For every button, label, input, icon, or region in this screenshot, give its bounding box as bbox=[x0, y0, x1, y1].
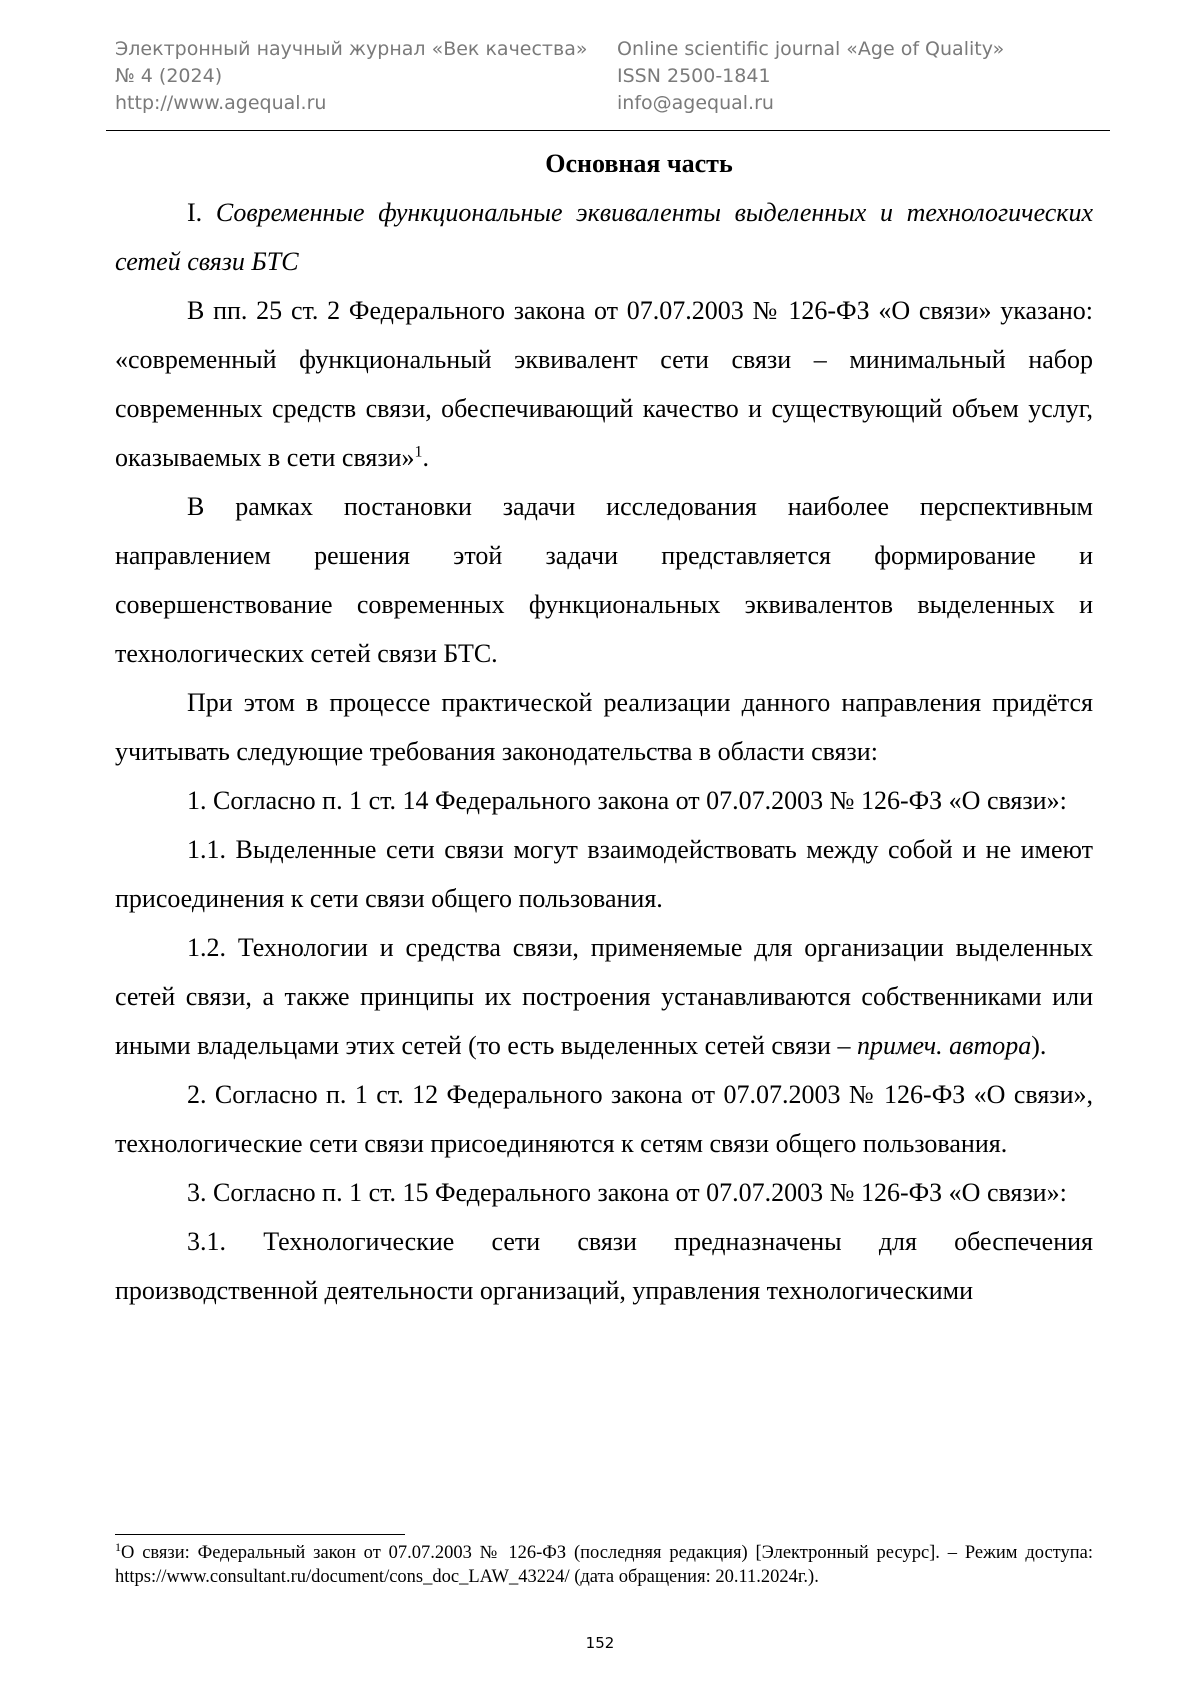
subsection-number: I. bbox=[187, 198, 203, 227]
paragraph: При этом в процессе практической реализации данного направления придётся учитывать следующие требования законодательства в области связи: bbox=[115, 688, 1093, 766]
header-left bbox=[115, 36, 587, 117]
list-item-text: 1.2. Технологии и средства связи, применяемые для организации выделенных сетей связи, а также принципы их построения устанавливаются собственниками или иными владельцами этих сетей (то есть выделенных сетей связи – bbox=[115, 933, 1093, 1060]
paragraph: В рамках постановки задачи исследования наиболее перспективным направлением решения этой задачи представляется формирование и совершенствование современных функциональных эквивалентов выделенных и технологических сетей связи БТС. bbox=[115, 492, 1093, 668]
footnote bbox=[115, 1541, 1093, 1589]
paragraph-end: . bbox=[422, 443, 430, 472]
header-right bbox=[617, 36, 1004, 117]
page-number: 152 bbox=[585, 1634, 615, 1652]
journal-name-en: Online scientific journal «Age of Quality» bbox=[617, 38, 1005, 60]
issn: ISSN 2500-1841 bbox=[617, 65, 771, 87]
journal-email: info@agequal.ru bbox=[617, 92, 774, 114]
paragraph-text: В пп. 25 ст. 2 Федерального закона от 07.07.2003 № 126-ФЗ «О связи» указано: «современный функциональный эквивалент сети связи – минимальный набор современных средств связи, обеспечивающий качество и существующий объем услуг, оказываемых в сети связи» bbox=[115, 296, 1093, 472]
list-item: 3.1. Технологические сети связи предназначены для обеспечения производственной деятельности организаций, управления технологическими bbox=[115, 1227, 1093, 1305]
list-item-end: ). bbox=[1031, 1031, 1047, 1060]
section-title: Основная часть bbox=[545, 149, 733, 178]
list-item: 2. Согласно п. 1 ст. 12 Федерального закона от 07.07.2003 № 126-ФЗ «О связи», технологические сети связи присоединяются к сетям связи общего пользования. bbox=[115, 1080, 1093, 1158]
list-item: 1.1. Выделенные сети связи могут взаимодействовать между собой и не имеют присоединения к сети связи общего пользования. bbox=[115, 835, 1093, 913]
footnote-divider bbox=[115, 1534, 405, 1535]
subsection-heading bbox=[115, 188, 1093, 286]
footnote-marker: 1 bbox=[115, 1539, 121, 1554]
subsection-title: Современные функциональные эквиваленты выделенных и технологических сетей связи БТС bbox=[115, 198, 1094, 276]
running-header bbox=[115, 36, 1110, 131]
list-item bbox=[115, 923, 1093, 1070]
footnote-ref: 1 bbox=[414, 443, 423, 461]
body-text bbox=[115, 139, 1093, 1315]
paragraph bbox=[115, 286, 1093, 482]
list-item: 3. Согласно п. 1 ст. 15 Федерального закона от 07.07.2003 № 126-ФЗ «О связи»: bbox=[187, 1178, 1067, 1207]
issue-number: № 4 (2024) bbox=[115, 65, 223, 87]
header-divider bbox=[106, 130, 1110, 131]
journal-website: http://www.agequal.ru bbox=[115, 92, 327, 114]
author-note: примеч. автора bbox=[856, 1031, 1032, 1060]
footnote-text: О связи: Федеральный закон от 07.07.2003 № 126-ФЗ (последняя редакция) [Электронный ресурс]. – Режим доступа: https://www.consultant.ru/document/cons_doc_LAW_43224/ (дата обращения: 20.11.2024г.). bbox=[115, 1543, 1093, 1587]
list-item: 1. Согласно п. 1 ст. 14 Федерального закона от 07.07.2003 № 126-ФЗ «О связи»: bbox=[187, 786, 1067, 815]
journal-name-ru: Электронный научный журнал «Век качества» bbox=[115, 38, 588, 60]
